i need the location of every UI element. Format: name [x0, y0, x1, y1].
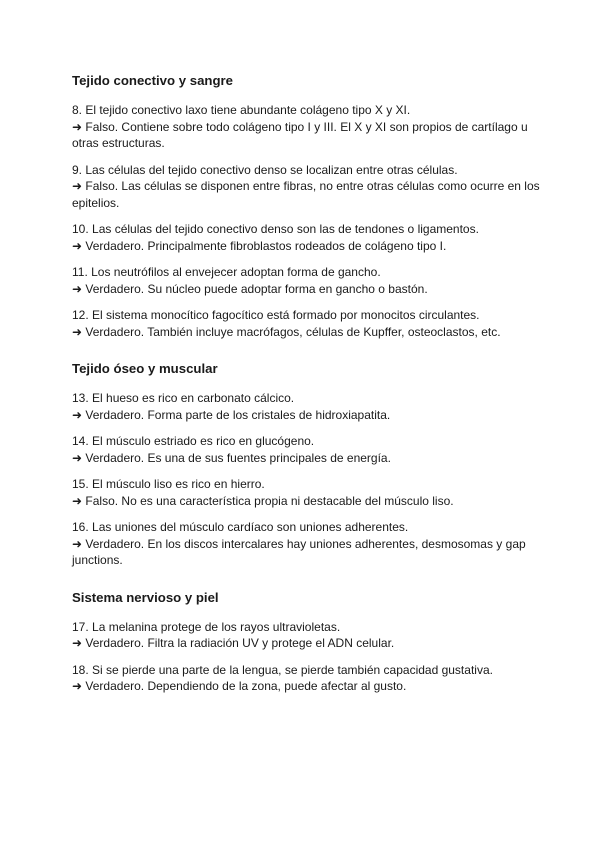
answer-text: Verdadero. Filtra la radiación UV y protege el ADN celular.	[85, 636, 395, 650]
question-answer	[72, 238, 540, 255]
question-answer	[72, 324, 540, 341]
question-answer	[72, 178, 540, 211]
question-statement: 18. Si se pierde una parte de la lengua, se pierde también capacidad gustativa.	[72, 662, 493, 677]
question-answer	[72, 450, 540, 467]
question-statement: 17. La melanina protege de los rayos ultravioletas.	[72, 619, 341, 634]
question-item	[72, 307, 540, 340]
question-item	[72, 264, 540, 297]
question-answer	[72, 678, 540, 695]
question-item	[72, 476, 540, 509]
question-item	[72, 390, 540, 423]
answer-text: Falso. No es una característica propia ni destacable del músculo liso.	[85, 493, 454, 508]
answer-text: Verdadero. En los discos intercalares hay uniones adherentes, desmosomas y gap junctions.	[72, 536, 526, 567]
question-statement: 9. Las células del tejido conectivo denso se localizan entre otras células.	[72, 162, 458, 177]
question-item	[72, 619, 540, 652]
section-title: Sistema nervioso y piel	[72, 589, 219, 605]
answer-text: Verdadero. Su núcleo puede adoptar forma en gancho o bastón.	[85, 281, 428, 296]
question-statement: 8. El tejido conectivo laxo tiene abundante colágeno tipo X y XI.	[72, 103, 411, 117]
answer-text: Falso. Las células se disponen entre fibras, no entre otras células como ocurre en los epitelios.	[72, 179, 540, 210]
arrow-icon: ➜	[72, 536, 83, 551]
answer-text: Falso. Contiene sobre todo colágeno tipo I y III. El X y XI son propios de cartílago u otras estructuras.	[72, 119, 528, 150]
answer-text: Verdadero. También incluye macrófagos, células de Kupffer, osteoclastos, etc.	[85, 324, 501, 339]
question-statement: 16. Las uniones del músculo cardíaco son uniones adherentes.	[72, 520, 409, 534]
question-answer	[72, 281, 540, 298]
question-answer	[72, 536, 540, 569]
section-title: Tejido conectivo y sangre	[72, 73, 233, 88]
question-item	[72, 102, 540, 152]
answer-text: Verdadero. Principalmente fibroblastos rodeados de colágeno tipo I.	[85, 238, 447, 253]
question-statement: 10. Las células del tejido conectivo denso son las de tendones o ligamentos.	[72, 222, 479, 236]
question-statement: 12. El sistema monocítico fagocítico está formado por monocitos circulantes.	[72, 308, 480, 322]
arrow-icon: ➜	[72, 636, 83, 650]
section-tejido-conectivo	[72, 72, 540, 340]
arrow-icon: ➜	[72, 407, 83, 422]
question-statement: 11. Los neutrófilos al envejecer adoptan forma de gancho.	[72, 265, 381, 279]
arrow-icon: ➜	[72, 450, 83, 465]
question-statement: 13. El hueso es rico en carbonato cálcico.	[72, 391, 295, 405]
arrow-icon: ➜	[72, 179, 83, 193]
question-answer	[72, 407, 540, 424]
arrow-icon: ➜	[72, 679, 83, 693]
question-answer	[72, 493, 540, 510]
question-item	[72, 519, 540, 569]
answer-text: Verdadero. Dependiendo de la zona, puede afectar al gusto.	[85, 679, 407, 693]
question-item	[72, 433, 540, 466]
question-item	[72, 162, 540, 212]
question-statement: 14. El músculo estriado es rico en glucógeno.	[72, 434, 315, 448]
answer-text: Verdadero. Forma parte de los cristales de hidroxiapatita.	[85, 407, 391, 422]
arrow-icon: ➜	[72, 324, 83, 339]
section-tejido-oseo	[72, 360, 540, 569]
arrow-icon: ➜	[72, 119, 83, 134]
arrow-icon: ➜	[72, 493, 83, 508]
question-answer	[72, 635, 540, 652]
arrow-icon: ➜	[72, 238, 83, 253]
question-statement: 15. El músculo liso es rico en hierro.	[72, 477, 265, 491]
arrow-icon: ➜	[72, 281, 83, 296]
question-item	[72, 221, 540, 254]
question-item	[72, 662, 540, 695]
section-title: Tejido óseo y muscular	[72, 361, 218, 376]
answer-text: Verdadero. Es una de sus fuentes principales de energía.	[85, 450, 391, 465]
section-sistema-nervioso	[72, 589, 540, 695]
question-answer	[72, 119, 540, 152]
